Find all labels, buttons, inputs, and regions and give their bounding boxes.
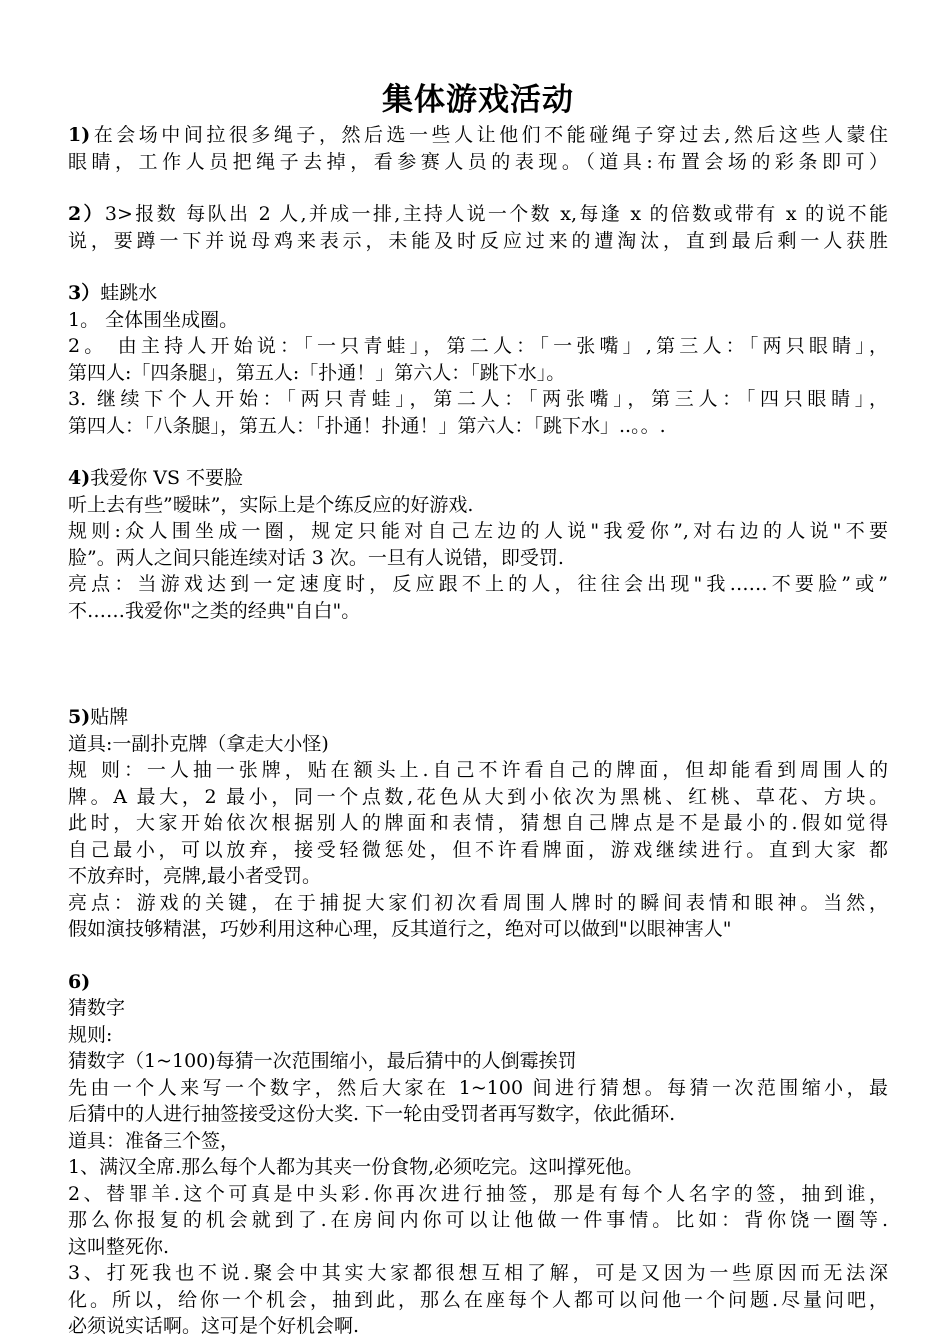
section-3-line-2: 2。 由主持人开始说：「一只青蛙」，第二人：「一张嘴」,第三人：「两只眼睛」，: [68, 335, 888, 357]
section-3-line-4: 3. 继续下个人开始：「两只青蛙」，第二人：「两张嘴」，第三人：「四只眼睛」，: [68, 388, 888, 410]
section-3-heading: 3）蛙跳水: [68, 282, 158, 304]
section-5-line-8: 假如演技够精湛，巧妙利用这种心理，反其道行之，绝对可以做到"以眼神害人": [68, 918, 732, 940]
document-title: 集体游戏活动: [382, 82, 574, 118]
section-6-line-2: 规则:: [68, 1023, 113, 1046]
section-2-line-2: 说，要蹲一下并说母鸡来表示，未能及时反应过来的遭淘汰，直到最后剩一人获胜: [68, 229, 888, 252]
section-6-line-8: 2、替罪羊.这个可真是中头彩.你再次进行抽签，那是有每个人名字的签，抽到谁，: [68, 1182, 888, 1205]
section-6-line-4: 先由一个人来写一个数字，然后大家在 1~100 间进行猜想。每猜一次范围缩小，最: [68, 1076, 888, 1099]
section-1-line-2: 眼睛，工作人员把绳子去掉，看参赛人员的表现。（道具:布置会场的彩条即可）: [68, 150, 888, 173]
section-3: [68, 280, 888, 439]
section-5-line-7: 亮点：游戏的关键，在于捕捉大家们初次看周围人牌时的瞬间表情和眼神。当然，: [68, 891, 888, 914]
section-4-heading: 4)我爱你 VS 不要脸: [68, 467, 244, 489]
section-6-line-10: 这叫整死你.: [68, 1235, 170, 1258]
section-1-number: 1): [68, 124, 91, 146]
section-5-number: 5): [68, 706, 91, 728]
section-2-line-1: 2）3>报数 每队出 2 人,并成一排,主持人说一个数 x,每逢 x 的倍数或带有 x 的说不能: [68, 203, 888, 225]
section-3-line-5: 第四人：「八条腿」，第五人：「扑通！扑通！」第六人：「跳下水」..。。.: [68, 414, 666, 437]
section-4-line-5: 不……我爱你"之类的经典"自白"。: [68, 599, 361, 622]
section-6-line-12: 化。所以，给你一个机会，抽到此，那么在座每个人都可以问他一个问题.尽量问吧，: [68, 1288, 888, 1311]
section-3-line-3: 第四人:「四条腿」，第五人:「扑通！」第六人：「跳下水」。: [68, 361, 566, 384]
section-5-line-3: 牌。A 最大，2 最小，同一个点数,花色从大到小依次为黑桃、红桃、草花、方块。: [68, 785, 888, 808]
section-6-line-5: 后猜中的人进行抽签接受这份大奖. 下一轮由受罚者再写数字，依此循环.: [68, 1103, 676, 1125]
section-6-number: 6): [68, 970, 91, 993]
section-5-line-2: 规 则：一人抽一张牌，贴在额头上.自己不许看自己的牌面，但却能看到周围人的: [68, 759, 888, 781]
section-5-line-4: 此时，大家开始依次根据别人的牌面和表情，猜想自己牌点是不是最小的.假如觉得: [68, 812, 888, 834]
section-6-line-13: 必须说实话啊。这可是个好机会啊.: [68, 1315, 360, 1337]
section-6-line-9: 那么你报复的机会就到了.在房间内你可以让他做一件事情。比如：背你饶一圈等.: [68, 1209, 888, 1231]
section-6-line-6: 道具：准备三个签，: [68, 1129, 240, 1152]
section-4-line-4: 亮点：当游戏达到一定速度时，反应跟不上的人，往往会出现"我……不要脸”或”: [68, 573, 888, 595]
section-4: [68, 465, 888, 624]
section-4-line-3: 脸”。两人之间只能连续对话 3 次。一旦有人说错，即受罚.: [68, 546, 564, 569]
section-5-line-5: 自己最小，可以放弃，接受轻微惩处，但不许看牌面，游戏继续进行。直到大家 都: [68, 838, 888, 861]
section-5: [68, 704, 888, 943]
section-3-line-1: 1。 全体围坐成圈。: [68, 308, 239, 331]
section-6-line-7: 1、满汉全席.那么每个人都为其夹一份食物,必须吃完。这叫撑死他。: [68, 1156, 644, 1178]
section-6-line-1: 猜数字: [68, 997, 126, 1019]
section-5-line-6: 不放弃时，亮牌,最小者受罚。: [68, 865, 322, 887]
section-5-line-1: 道具:一副扑克牌（拿走大小怪): [68, 732, 329, 755]
section-4-line-1: 听上去有些”暧昧”，实际上是个练反应的好游戏.: [68, 493, 474, 516]
section-6: [68, 969, 888, 1340]
section-3-number: 3）: [68, 282, 101, 304]
section-2: [68, 201, 888, 254]
document-page: [68, 78, 888, 1340]
section-1-line-1: 1)在会场中间拉很多绳子，然后选一些人让他们不能碰绳子穿过去,然后这些人蒙住: [68, 124, 888, 146]
section-5-heading: 5)贴牌: [68, 706, 129, 728]
section-4-line-2: 规则:众人围坐成一圈，规定只能对自己左边的人说"我爱你”,对右边的人说"不要: [68, 520, 888, 542]
section-6-line-3: 猜数字（1~100)每猜一次范围缩小，最后猜中的人倒霉挨罚: [68, 1050, 577, 1072]
section-6-line-11: 3、打死我也不说.聚会中其实大家都很想互相了解，可是又因为一些原因而无法深: [68, 1262, 888, 1284]
section-4-number: 4): [68, 467, 91, 489]
section-2-number: 2）: [68, 203, 105, 225]
section-1: [68, 122, 888, 175]
